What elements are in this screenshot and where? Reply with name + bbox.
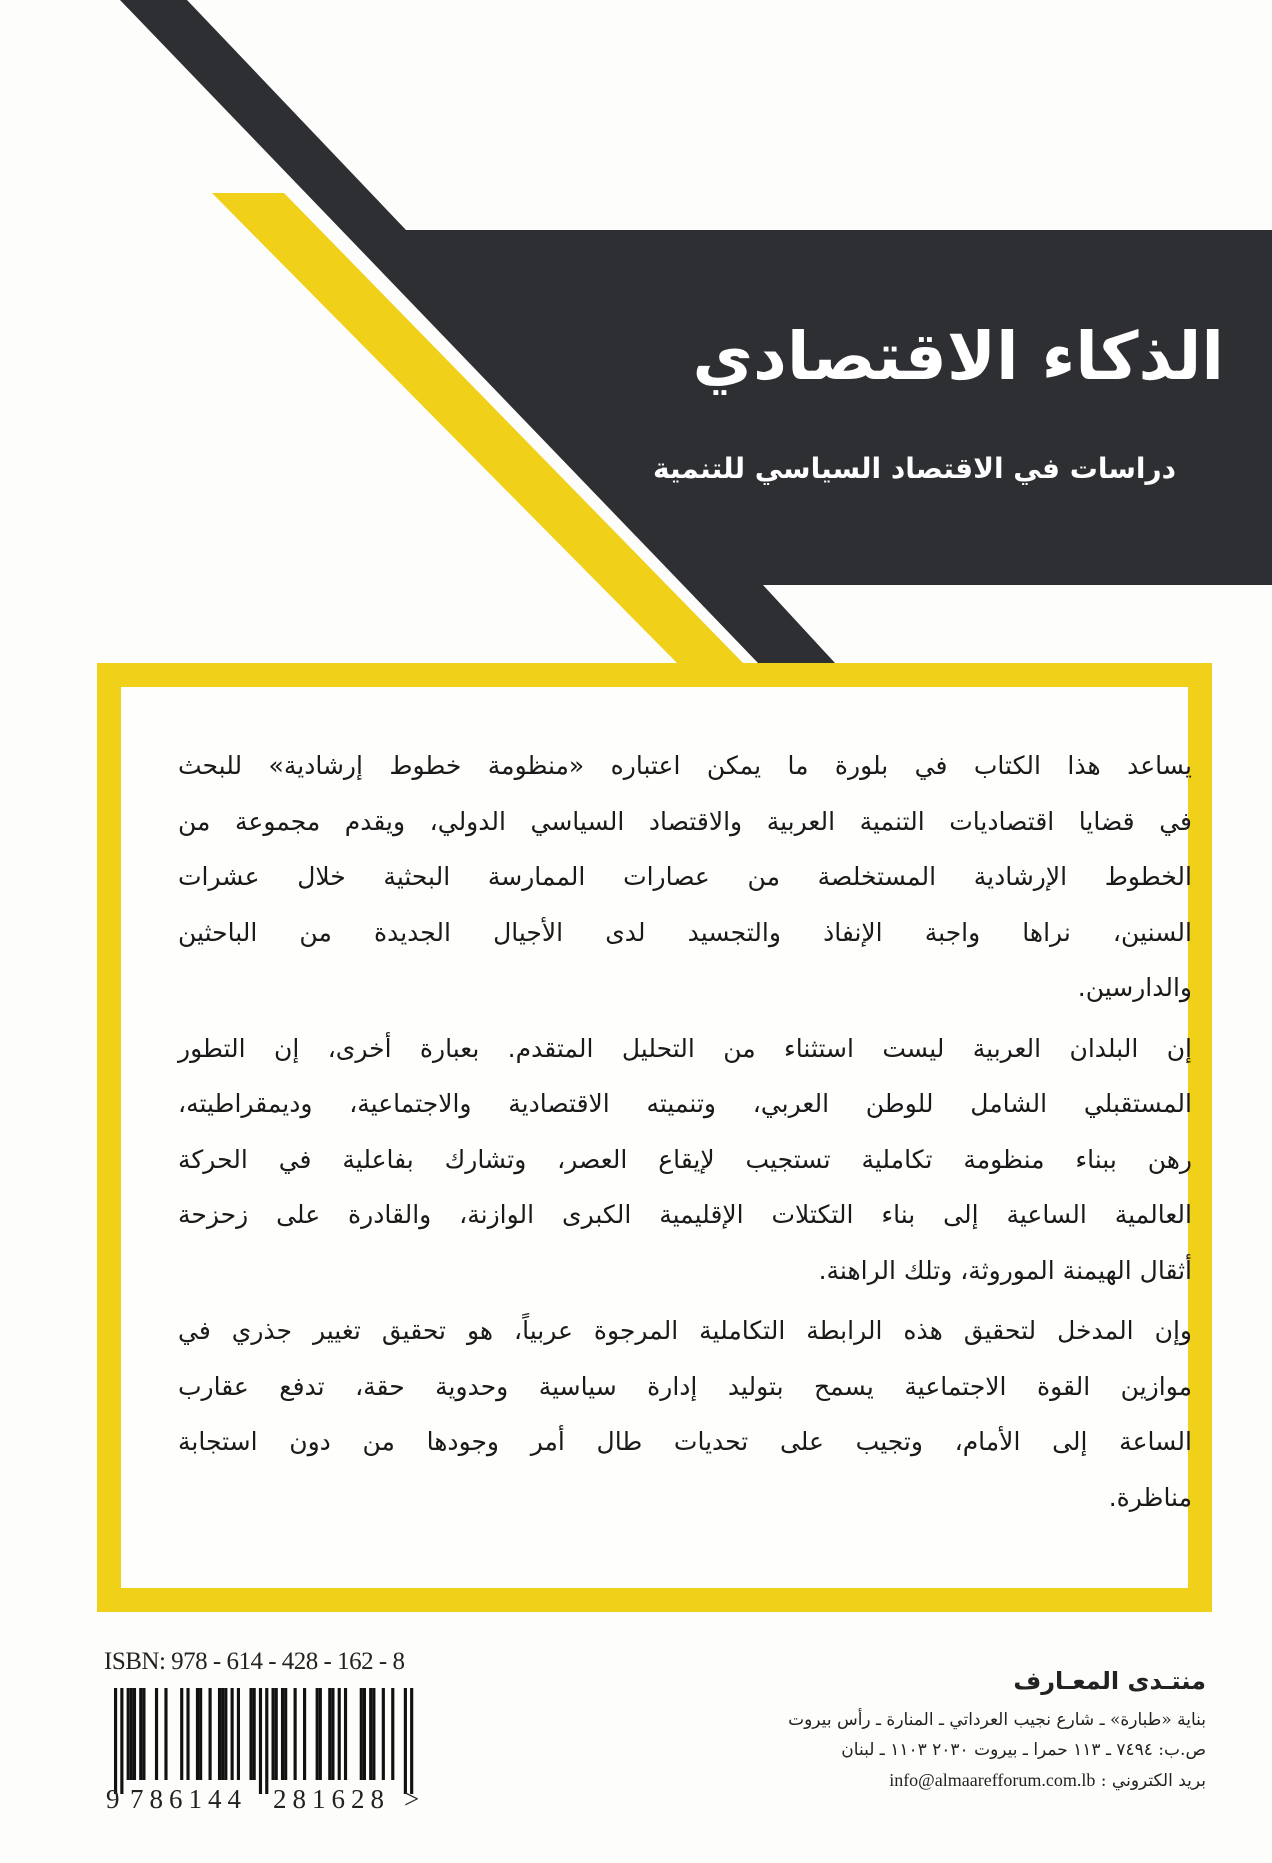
barcode-bar: [275, 1688, 278, 1780]
barcode-quiet-mark: >: [404, 1784, 420, 1814]
publisher-name: منتـدى المعـارف: [1013, 1667, 1206, 1695]
barcode-bar: [186, 1688, 189, 1780]
barcode-bar: [130, 1688, 133, 1780]
blurb-line: والدارسين.: [1077, 973, 1192, 1002]
blurb-line: أثقال الهيمنة الموروثة، وتلك الراهنة.: [818, 1255, 1192, 1285]
barcode-bar: [224, 1688, 227, 1780]
barcode-bar: [369, 1688, 372, 1780]
barcode-bar: [284, 1688, 287, 1780]
barcode-bar: [281, 1688, 284, 1780]
barcode-bar: [180, 1688, 183, 1780]
blurb-paragraph-1: [178, 738, 1192, 1016]
publisher-info: [788, 1667, 1206, 1796]
blurb-line: يساعد هذا الكتاب في بلورة ما يمكن اعتباره «منظومة خطوط إرشادية» للبحث: [178, 751, 1192, 780]
barcode-bar: [331, 1688, 334, 1780]
barcode-bar: [363, 1688, 366, 1780]
barcode-bar: [338, 1688, 341, 1780]
blurb-line: مناظرة.: [1108, 1482, 1192, 1512]
barcode-bar: [139, 1688, 142, 1780]
barcode-bar: [259, 1688, 262, 1794]
barcode-bar: [303, 1688, 306, 1780]
barcode-right-digits: 281628: [273, 1784, 390, 1814]
barcode-bar: [316, 1688, 319, 1780]
barcode-bar: [199, 1688, 202, 1780]
publisher-po-box: ص.ب: ٧٤٩٤ ـ ١١٣ حمرا ـ بيروت ٢٠٣٠ ١١٠٣ ـ لبنان: [841, 1740, 1206, 1760]
blurb-line: رهن ببناء منظومة تكاملية تستجيب لإيقاع العصر، وتشارك بفاعلية في الحركة: [178, 1144, 1192, 1174]
barcode-bar: [249, 1688, 252, 1780]
blurb-text: [178, 738, 1192, 1530]
barcode-left-digits: 786144: [130, 1784, 247, 1814]
barcode-bar: [253, 1688, 256, 1780]
barcode-bar: [410, 1688, 413, 1794]
barcode-bar: [372, 1688, 375, 1780]
blurb-line: السنين، نراها واجبة الإنفاذ والتجسيد لدى الأجيال الجديدة من الباحثين: [178, 917, 1192, 947]
barcode-bar: [272, 1688, 275, 1780]
blurb-line: العالمية الساعية إلى بناء التكتلات الإقليمية الكبرى الوازنة، والقادرة على زحزحة: [178, 1200, 1192, 1229]
publisher-email-row: [788, 1765, 1206, 1796]
barcode-bar: [120, 1688, 123, 1794]
barcode-bar: [237, 1688, 240, 1780]
publisher-address: بناية «طبارة» ـ شارع نجيب العرداتي ـ المنارة ـ رأس بيروت: [788, 1710, 1206, 1730]
barcode-bar: [404, 1688, 407, 1794]
barcode-bar: [155, 1688, 158, 1780]
blurb-line: المستقبلي الشامل للوطن العربي، وتنميته الاقتصادية والاجتماعية، وديمقراطيته،: [178, 1089, 1192, 1118]
blurb-line: الخطوط الإرشادية المستخلصة من عصارات الممارسة البحثية خلال عشرات: [178, 862, 1192, 891]
barcode-bar: [196, 1688, 199, 1780]
barcode-bar: [142, 1688, 145, 1780]
book-title: الذكاء الاقتصادي: [692, 318, 1224, 395]
blurb-paragraph-2: [178, 1021, 1192, 1299]
barcode-bar: [209, 1688, 212, 1780]
barcode: [96, 1684, 416, 1794]
barcode-bar: [319, 1688, 322, 1780]
blurb-line: وإن المدخل لتحقيق هذه الرابطة التكاملية المرجوة عربياً، هو تحقيق تغيير جذري في: [178, 1316, 1192, 1345]
blurb-line: الساعة إلى الأمام، وتجيب على تحديات طال أمر وجودها من دون استجابة: [178, 1427, 1192, 1456]
barcode-bar: [218, 1688, 221, 1780]
barcode-bar: [382, 1688, 385, 1780]
barcode-first-digit: 9: [106, 1784, 126, 1814]
barcode-bar: [231, 1688, 234, 1780]
barcode-bar: [344, 1688, 347, 1780]
email-label: بريد الكتروني :: [1100, 1771, 1206, 1791]
barcode-bar: [294, 1688, 297, 1780]
barcode-bar: [328, 1688, 331, 1780]
email-address[interactable]: info@almaarefforum.com.lb: [889, 1770, 1096, 1790]
book-subtitle: دراسات في الاقتصاد السياسي للتنمية: [652, 452, 1176, 485]
barcode-bar: [265, 1688, 268, 1794]
barcode-bar: [391, 1688, 394, 1780]
barcode-bar: [360, 1688, 363, 1780]
barcode-bar: [114, 1688, 117, 1794]
barcode-bar: [133, 1688, 136, 1780]
isbn-label: ISBN: 978 - 614 - 428 - 162 - 8: [104, 1648, 405, 1675]
barcode-bar: [221, 1688, 224, 1780]
barcode-bar: [127, 1688, 130, 1780]
blurb-line: موازين القوة الاجتماعية يسمح بتوليد إدارة سياسية وحدوية حقة، تدفع عقارب: [178, 1371, 1192, 1401]
blurb-paragraph-3: [178, 1303, 1192, 1525]
blurb-line: إن البلدان العربية ليست استثناء من التحليل المتقدم. بعبارة أخرى، إن التطور: [178, 1033, 1192, 1063]
blurb-line: في قضايا اقتصاديات التنمية العربية والاقتصاد السياسي الدولي، ويقدم مجموعة من: [178, 806, 1192, 836]
barcode-bar: [164, 1688, 167, 1780]
